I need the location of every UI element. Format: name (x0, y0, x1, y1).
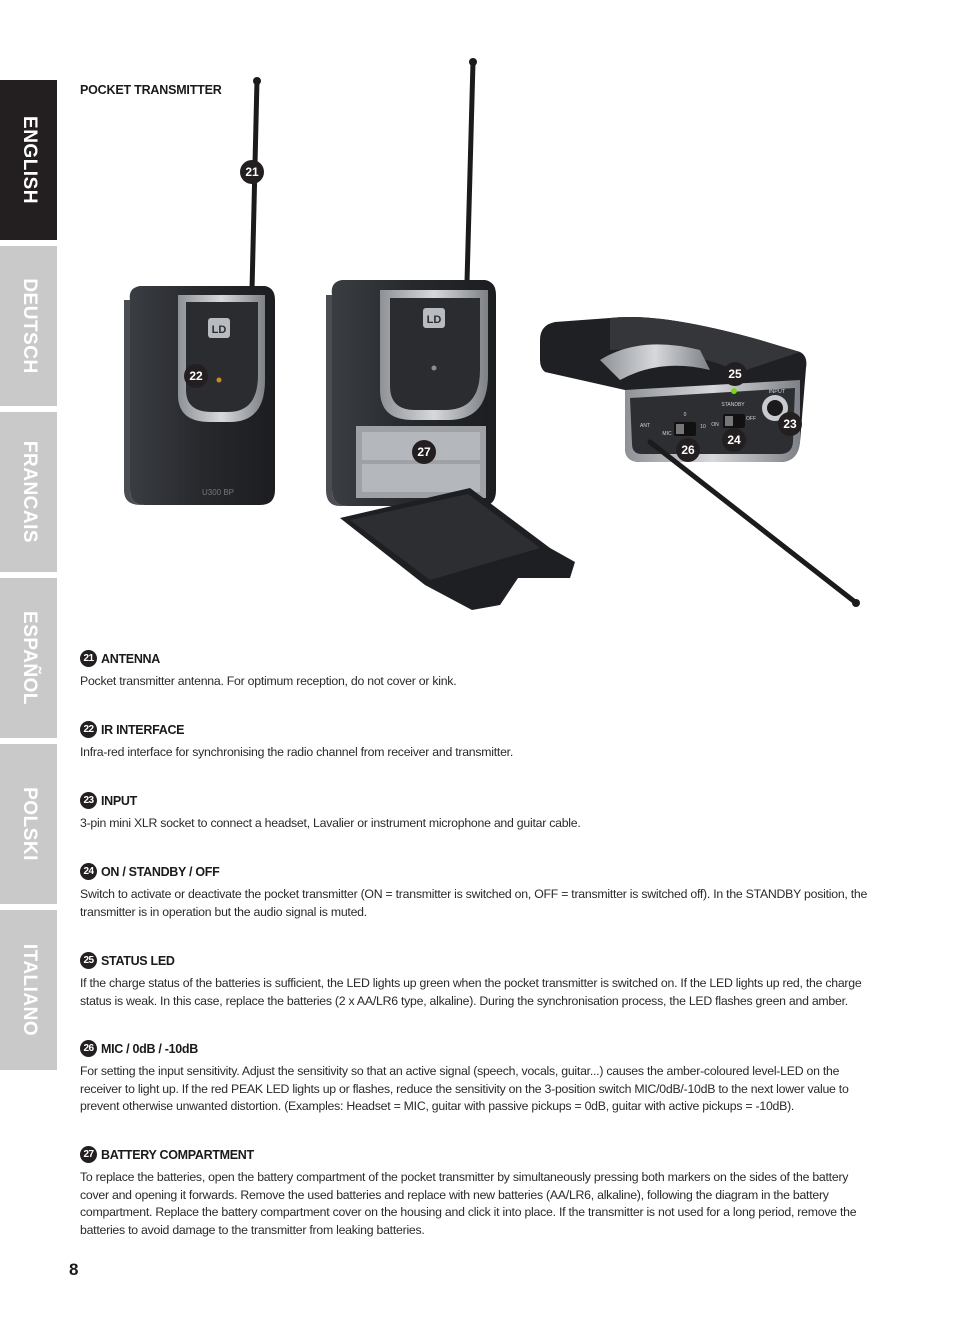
feature-item-antenna (80, 650, 875, 691)
callout-26 (676, 438, 700, 462)
feature-text: Pocket transmitter antenna. For optimum reception, do not cover or kink. (80, 674, 457, 688)
logo-text: LD (211, 324, 227, 336)
feature-number: 26 (80, 1040, 97, 1057)
tab-deutsch[interactable] (0, 246, 57, 406)
feature-title: IR INTERFACE (101, 722, 185, 737)
feature-title: MIC / 0dB / -10dB (101, 1041, 198, 1056)
tab-italiano[interactable] (0, 910, 57, 1070)
tab-label: DEUTSCH (18, 278, 40, 374)
svg-text:21: 21 (245, 165, 259, 179)
callout-22 (184, 364, 208, 388)
tab-francais[interactable] (0, 412, 57, 572)
feature-number: 25 (80, 952, 97, 969)
callout-21 (240, 160, 264, 184)
svg-text:27: 27 (417, 445, 431, 459)
feature-number: 22 (80, 721, 97, 738)
feature-item-mic-sensitivity (80, 1040, 875, 1116)
tab-polski[interactable] (0, 744, 57, 904)
feature-text: To replace the batteries, open the battery compartment of the pocket transmitter by simultaneously pressing both markers on the sides of the battery cover and opening it forwards. Remove the used batteries and replace with new batteries (AA/LR6, alkaline), following the diagram in the battery compartment. Replace the battery compartment cover on the housing and click it into place. If the transmitter is not used for a long period, remove the batteries to avoid damage to the transmitter from leaking batteries. (80, 1170, 857, 1237)
panel-label-on: ON (711, 422, 719, 428)
transmitter-front-view (124, 77, 275, 505)
feature-item-battery-compartment (80, 1146, 875, 1239)
panel-label-input: INPUT (768, 389, 786, 395)
feature-text: For setting the input sensitivity. Adjust the sensitivity so that an active signal (speech, vocals, guitar...) causes the amber-coloured level-LED on the receiver to light up. If the red PEAK LED lights up or flashes, reduce the sensitivity on the 3-position switch MIC/0dB/-10dB to the next lower value to prevent otherwise unwanted distortion. (Examples: Headset = MIC, guitar with passive pickups = 0dB, guitar with active pickups = -10dB). (80, 1064, 849, 1113)
panel-label-zero: 0 (683, 412, 687, 418)
tab-label: ITALIANO (18, 943, 40, 1037)
panel-label-mic: MIC (662, 431, 672, 437)
feature-title: INPUT (101, 793, 138, 808)
feature-title: BATTERY COMPARTMENT (101, 1147, 254, 1162)
feature-title: ON / STANDBY / OFF (101, 864, 220, 879)
tab-label: POLSKI (18, 787, 40, 861)
feature-heading (80, 792, 875, 809)
feature-heading (80, 952, 875, 969)
svg-text:22: 22 (189, 369, 203, 383)
section-title: POCKET TRANSMITTER (80, 83, 222, 97)
product-illustration (100, 50, 880, 640)
feature-text: Infra-red interface for synchronising the radio channel from receiver and transmitter. (80, 745, 514, 759)
transmitter-top-view (540, 317, 860, 607)
feature-number: 27 (80, 1146, 97, 1163)
feature-text: Switch to activate or deactivate the pocket transmitter (ON = transmitter is switched on, OFF = transmitter is switched off). In the STANDBY position, the transmitter is in operation but the audio signal is muted. (80, 887, 868, 919)
tab-label: ENGLISH (18, 116, 40, 204)
panel-label-off: OFF (746, 416, 756, 422)
feature-text: If the charge status of the batteries is sufficient, the LED lights up green when the pocket transmitter is switched on. If the LED lights up red, the charge status is weak. In this case, replace the batteries (2 x AA/LR6 type, alkaline). During the synchronisation process, the LED flashes green and amber. (80, 976, 862, 1008)
callout-25 (723, 362, 747, 386)
feature-item-ir-interface (80, 721, 875, 762)
feature-heading (80, 863, 875, 880)
feature-title: ANTENNA (101, 651, 161, 666)
feature-text: 3-pin mini XLR socket to connect a headset, Lavalier or instrument microphone and guitar cable. (80, 816, 581, 830)
feature-item-input (80, 792, 875, 833)
feature-heading (80, 721, 875, 738)
feature-heading (80, 650, 875, 667)
feature-heading (80, 1040, 875, 1057)
svg-text:25: 25 (728, 367, 742, 381)
tab-espanol[interactable] (0, 578, 57, 738)
callout-27 (412, 440, 436, 464)
feature-number: 23 (80, 792, 97, 809)
panel-label-standby: STANDBY (721, 402, 745, 408)
model-label: U300 BP (201, 488, 235, 497)
panel-label-ten: 10 (700, 424, 706, 430)
feature-item-on-standby-off (80, 863, 875, 921)
callout-24 (722, 428, 746, 452)
svg-text:26: 26 (681, 443, 695, 457)
page-number: 8 (69, 1260, 79, 1279)
feature-number: 24 (80, 863, 97, 880)
transmitter-open-view (326, 58, 575, 610)
feature-item-status-led (80, 952, 875, 1010)
feature-number: 21 (80, 650, 97, 667)
tab-label: ESPAÑOL (18, 611, 40, 705)
logo-text: LD (426, 314, 442, 326)
panel-label-ant: ANT (640, 423, 650, 429)
svg-text:23: 23 (783, 417, 797, 431)
feature-heading (80, 1146, 875, 1163)
tab-label: FRANCAIS (18, 440, 40, 544)
tab-english[interactable] (0, 80, 57, 240)
callout-23 (778, 412, 802, 436)
feature-title: STATUS LED (101, 953, 175, 968)
svg-text:24: 24 (727, 433, 741, 447)
